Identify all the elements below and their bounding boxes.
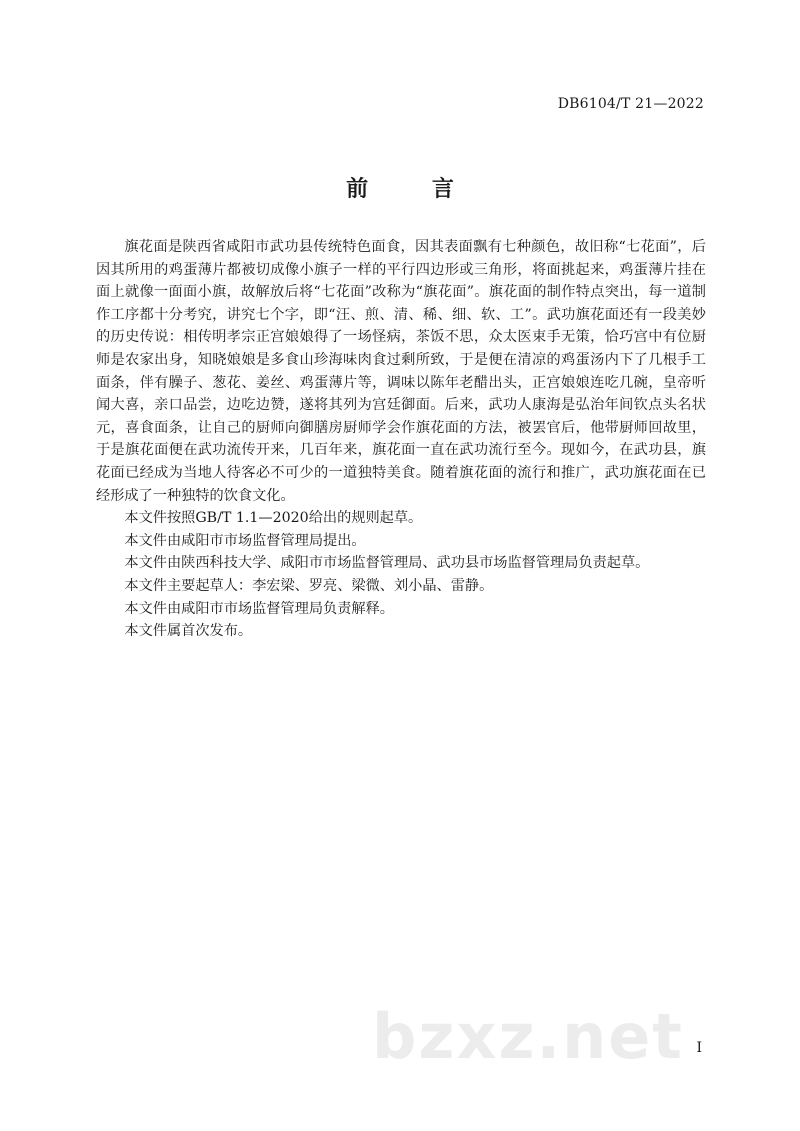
paragraph-drafters: 本文件主要起草人：李宏梁、罗亮、梁微、刘小晶、雷静。 bbox=[124, 577, 494, 594]
paragraph-intro: 旗花面是陕西省咸阳市武功县传统特色面食，因其表面飘有七种颜色，故旧称“七花面”，后因其所用的鸡蛋薄片都被切成像小旗子一样的平行四边形或三角形，将面挑起来，鸡蛋薄片挂在面上就像一面面小旗，故解放后将“七花面”改称为“旗花面”。旗花面的制作特点突出，每一道制作工序都十分考究，讲究七个字，即“汪、煎、清、稀、细、软、工”。武功旗花面还有一段美妙的历史传说：相传明孝宗正宫娘娘得了一场怪病，茶饭不思，众太医束手无策，恰巧宫中有位厨师是农家出身，知晓娘娘是多食山珍海味肉食过剩所致，于是便在清凉的鸡蛋汤内下了几根手工面条，伴有臊子、葱花、姜丝、鸡蛋薄片等，调味以陈年老醋出头，正宫娘娘连吃几碗，皇帝听闻大喜，亲口品尝，边吃边赞，遂将其列为宫廷御面。后来，武功人康海是弘治年间钦点头名状元，喜食面条，让自己的厨师向御膳房厨师学会作旗花面的方法，被罢官后，他带厨师回故里，于是旗花面便在武功流传开来，几百年来，旗花面一直在武功流行至今。现如今，在武功县，旗花面已经成为当地人待客必不可少的一道独特美食。随着旗花面的流行和推广，武功旗花面在已经形成了一种独特的饮食文化。 bbox=[96, 239, 706, 504]
paragraph-drafting-rules: 本文件按照GB/T 1.1—2020给出的规则起草。 bbox=[124, 510, 423, 527]
foreword-body bbox=[96, 236, 706, 643]
watermark: bzxz.net bbox=[372, 1000, 684, 1073]
document-code: DB6104/T 21—2022 bbox=[557, 96, 704, 112]
paragraph-drafting-units: 本文件由陕西科技大学、咸阳市市场监督管理局、武功县市场监督管理局负责起草。 bbox=[124, 555, 650, 572]
paragraph-interpretation: 本文件由咸阳市市场监督管理局负责解释。 bbox=[124, 600, 394, 617]
paragraph-first-release: 本文件属首次发布。 bbox=[124, 623, 253, 640]
paragraph-proposer: 本文件由咸阳市市场监督管理局提出。 bbox=[124, 532, 366, 549]
page-number: I bbox=[696, 1040, 702, 1056]
page-title: 前 言 bbox=[346, 177, 482, 202]
